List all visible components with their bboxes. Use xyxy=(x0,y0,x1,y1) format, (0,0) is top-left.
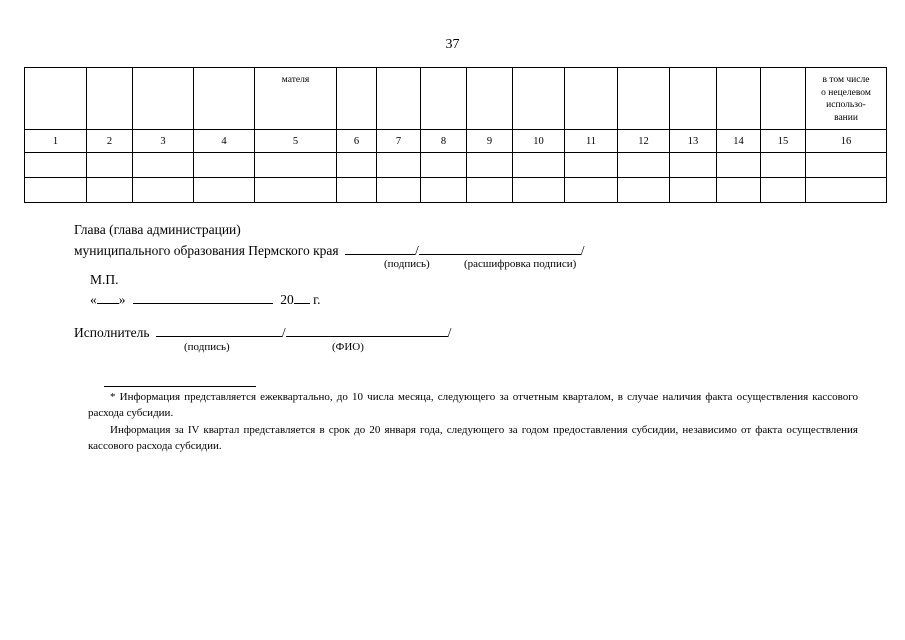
header-cell xyxy=(133,68,194,130)
table-cell xyxy=(513,153,565,178)
header-cell xyxy=(337,68,377,130)
table-cell xyxy=(377,153,421,178)
table-row xyxy=(25,178,887,203)
header-cell xyxy=(618,68,670,130)
slash: / xyxy=(414,243,419,258)
table-cell xyxy=(618,178,670,203)
table-cell xyxy=(806,153,887,178)
table-header-row xyxy=(25,68,887,130)
report-table xyxy=(24,67,887,203)
table-cell xyxy=(761,178,806,203)
footnote-1: * Информация представляется ежеквартально, до 10 числа месяца, следующего за отчетным кварталом, в случае наличия факта осуществления кассового расхода субсидии. xyxy=(88,391,858,419)
executor-signature-line xyxy=(156,322,282,337)
column-number: 13 xyxy=(670,130,717,153)
header-cell xyxy=(421,68,467,130)
month-line xyxy=(133,289,273,304)
head-caption-sign: (подпись) xyxy=(384,258,430,270)
executor-caption-sign: (подпись) xyxy=(184,341,230,353)
header-cell xyxy=(717,68,761,130)
table-cell xyxy=(421,178,467,203)
header-cell-misuse xyxy=(806,68,887,130)
column-number-row xyxy=(25,130,887,153)
column-number: 6 xyxy=(337,130,377,153)
table-cell xyxy=(717,153,761,178)
column-number: 10 xyxy=(513,130,565,153)
column-number: 11 xyxy=(565,130,618,153)
day-line xyxy=(97,289,119,304)
table-cell xyxy=(513,178,565,203)
table-cell xyxy=(467,178,513,203)
column-number: 3 xyxy=(133,130,194,153)
table-cell xyxy=(761,153,806,178)
table-cell xyxy=(421,153,467,178)
column-number: 4 xyxy=(194,130,255,153)
table-cell xyxy=(377,178,421,203)
table-cell xyxy=(670,178,717,203)
header-cell xyxy=(87,68,133,130)
column-number: 12 xyxy=(618,130,670,153)
table-cell xyxy=(87,178,133,203)
header-cell xyxy=(467,68,513,130)
column-number: 1 xyxy=(25,130,87,153)
head-title-line2 xyxy=(74,240,585,259)
header-cell xyxy=(194,68,255,130)
table-cell xyxy=(565,178,618,203)
column-number: 5 xyxy=(255,130,337,153)
table-cell xyxy=(337,178,377,203)
table-cell xyxy=(255,178,337,203)
head-title-line1: Глава (глава администрации) xyxy=(74,222,241,237)
table-cell xyxy=(565,153,618,178)
column-number: 15 xyxy=(761,130,806,153)
header-cell xyxy=(25,68,87,130)
date-line: « » 20 г. xyxy=(90,289,321,308)
table-cell xyxy=(467,153,513,178)
slash: / xyxy=(580,243,585,258)
table-cell xyxy=(806,178,887,203)
table-cell xyxy=(133,178,194,203)
header-cell xyxy=(761,68,806,130)
executor-caption-name: (ФИО) xyxy=(332,341,364,353)
column-number: 9 xyxy=(467,130,513,153)
year-line xyxy=(294,289,310,304)
table-row xyxy=(25,153,887,178)
column-number: 16 xyxy=(806,130,887,153)
executor-name-line xyxy=(286,322,448,337)
column-number: 2 xyxy=(87,130,133,153)
header-cell xyxy=(513,68,565,130)
table-cell xyxy=(87,153,133,178)
executor-line: Исполнитель / / xyxy=(74,322,451,341)
head-caption-decode: (расшифровка подписи) xyxy=(464,258,577,270)
table-cell xyxy=(194,178,255,203)
table-cell xyxy=(337,153,377,178)
header-cell xyxy=(670,68,717,130)
head-title-line2-text: муниципального образования Пермского края xyxy=(74,243,339,258)
footnote-2: Информация за IV квартал представляется в срок до 20 января года, следующего за годом предоставления субсидии, независимо от факта осуществления кассового расхода субсидии. xyxy=(88,424,858,452)
column-number: 7 xyxy=(377,130,421,153)
head-signature-line xyxy=(345,240,415,255)
table-cell xyxy=(670,153,717,178)
header-fragment-text: мателя xyxy=(281,75,310,85)
header-cell xyxy=(377,68,421,130)
page-number: 37 xyxy=(445,37,460,52)
table-cell xyxy=(194,153,255,178)
header-cell xyxy=(255,68,337,130)
table-cell xyxy=(618,153,670,178)
footnote-separator xyxy=(104,386,256,387)
year-prefix: 20 xyxy=(280,292,294,307)
table-cell xyxy=(133,153,194,178)
column-number: 14 xyxy=(717,130,761,153)
stamp-label: М.П. xyxy=(90,272,119,287)
year-suffix: г. xyxy=(313,292,321,307)
table-cell xyxy=(25,153,87,178)
column-number: 8 xyxy=(421,130,467,153)
table-cell xyxy=(717,178,761,203)
table-cell xyxy=(255,153,337,178)
head-decode-line xyxy=(419,240,581,255)
header-cell xyxy=(565,68,618,130)
table-cell xyxy=(25,178,87,203)
executor-label: Исполнитель xyxy=(74,325,150,340)
header-misuse-text: в том числе о нецелевом использо- вании xyxy=(821,75,871,123)
